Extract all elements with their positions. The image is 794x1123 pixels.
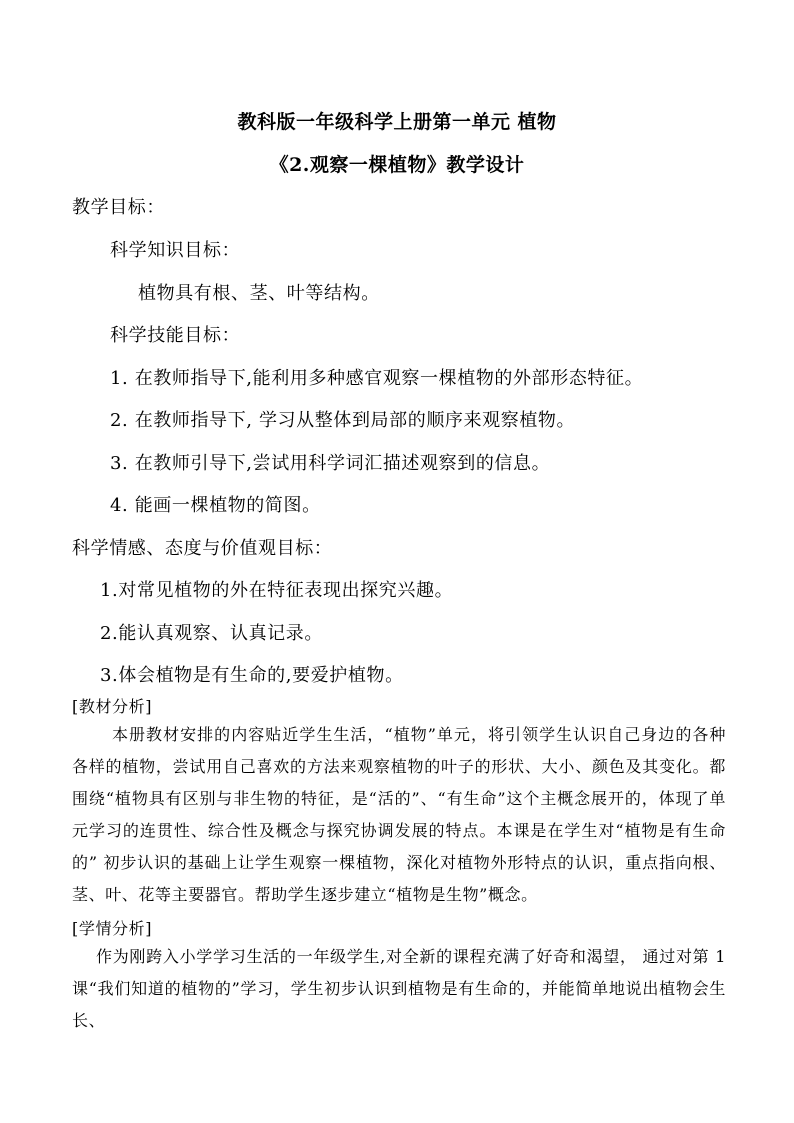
student-analysis-heading: [学情分析]: [72, 919, 153, 938]
knowledge-heading: 科学知识目标：: [110, 240, 241, 261]
skill-item: 3. 在教师引导下,尝试用科学词汇描述观察到的信息。: [110, 453, 551, 474]
student-analysis-body: 作为刚跨入小学学习生活的一年级学生,对全新的课程充满了好奇和渴望， 通过对第 1 课“我们知道的植物的”学习，学生初步认识到植物是有生命的，并能简单地说出植物会生长、: [72, 947, 726, 1030]
lesson-title: 《2.观察一棵植物》教学设计: [269, 154, 525, 176]
knowledge-item: 植物具有根、茎、叶等结构。: [138, 283, 380, 304]
attitude-item: 3.体会植物是有生命的,要爱护植物。: [100, 665, 404, 686]
attitude-item: 2.能认真观察、认真记录。: [100, 623, 323, 644]
document-title: 教科版一年级科学上册第一单元 植物: [237, 111, 557, 133]
objectives-heading: 教学目标：: [72, 197, 165, 218]
textbook-analysis-body: 本册教材安排的内容贴近学生生活，“植物”单元，将引领学生认识自己身边的各种各样的植物，尝试用自己喜欢的方法来观察植物的叶子的形状、大小、颜色及其变化。都围绕“植物具有区别与非生物的特征，是“活的”、“有生命”这个主概念展开的，体现了单元学习的连贯性、综合性及概念与探究协调发展的特点。本课是在学生对“植物是有生命的” 初步认识的基础上让学生观察一棵植物，深化对植物外形特点的认识，重点指向根、茎、叶、花等主要器官。帮助学生逐步建立“植物是生物”概念。: [72, 725, 726, 904]
skill-item: 4. 能画一棵植物的简图。: [110, 495, 321, 516]
attitude-item: 1.对常见植物的外在特征表现出探究兴趣。: [100, 580, 454, 601]
skill-heading: 科学技能目标：: [110, 325, 241, 346]
skill-item: 1. 在教师指导下,能利用多种感官观察一棵植物的外部形态特征。: [110, 368, 644, 389]
textbook-analysis-heading: [教材分析]: [72, 697, 153, 716]
skill-item: 2. 在教师指导下, 学习从整体到局部的顺序来观察植物。: [110, 410, 576, 431]
attitude-heading: 科学情感、态度与价值观目标：: [72, 538, 333, 559]
